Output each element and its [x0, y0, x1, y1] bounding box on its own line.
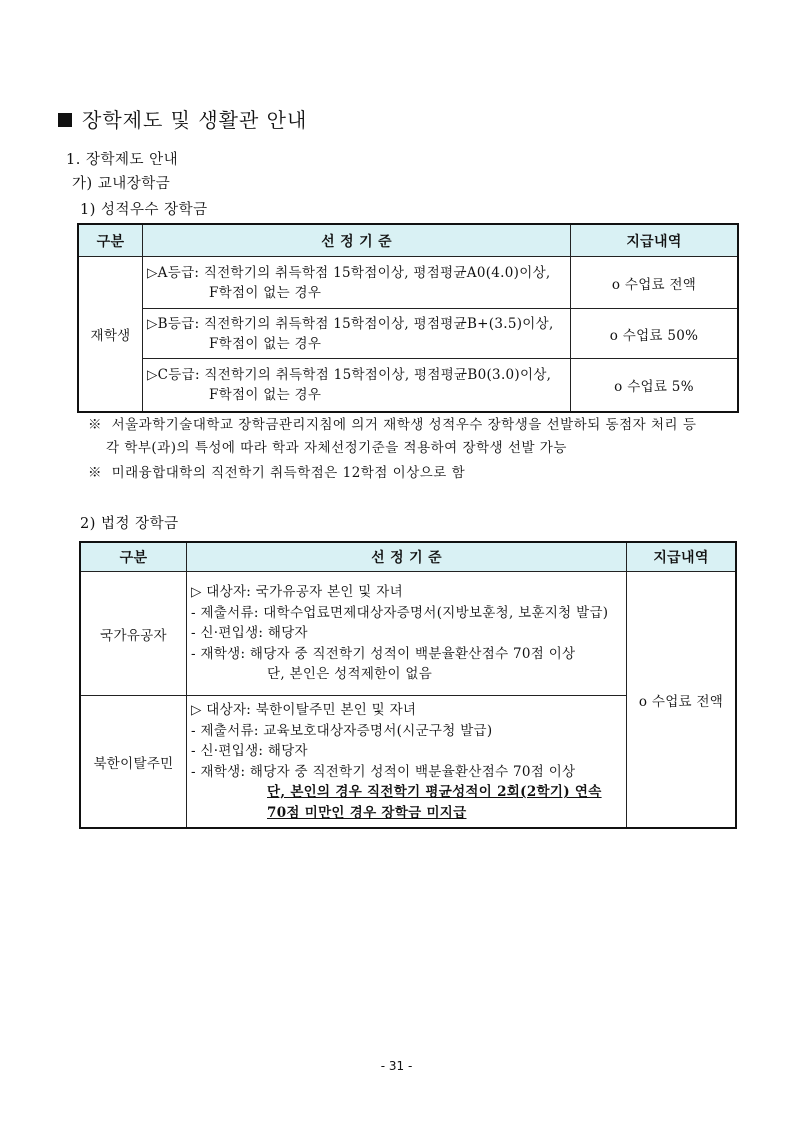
criteria-line: - 신·편입생: 해당자 — [191, 743, 308, 759]
criteria-line: - 재학생: 해당자 중 직전학기 성적이 백분율환산점수 70점 이상 — [191, 763, 576, 780]
note-text: 미래융합대학의 직전학기 취득학점은 12학점 이상으로 함 — [111, 465, 466, 481]
criteria-cell-a — [143, 257, 571, 309]
criteria-line: - 제출서류: 대학수업료면제대상자증명서(지방보훈청, 보훈지청 발급) — [191, 604, 609, 621]
note-text: 서울과학기술대학교 장학금관리지침에 의거 재학생 성적우수 장학생을 선발하되 동점자 처리 등 — [111, 417, 697, 433]
payment-cell: o 수업료 전액 — [627, 572, 736, 828]
header-payment: 지급내역 — [627, 543, 736, 572]
note-1 — [88, 414, 696, 460]
criteria-line-emphasis: 단, 본인의 경우 직전학기 평균성적이 2회(2학기) 연속 — [267, 784, 602, 800]
black-square-icon — [58, 113, 72, 127]
criteria-line: ▷A등급: 직전학기의 취득학점 15학점이상, 평점평균A0(4.0)이상, — [147, 264, 551, 281]
criteria-line: - 재학생: 해당자 중 직전학기 성적이 백분율환산점수 70점 이상 — [191, 645, 576, 662]
statutory-scholarship-table — [80, 542, 736, 828]
payment-cell: o 수업료 전액 — [571, 257, 738, 309]
criteria-cell-c — [143, 359, 571, 412]
category-cell: 국가유공자 — [81, 572, 187, 696]
criteria-line: - 신·편입생: 해당자 — [191, 625, 308, 642]
heading-4: 2) 법정 장학금 — [80, 516, 179, 532]
criteria-cell-defectors — [187, 696, 627, 828]
criteria-line-emphasis: 70점 미만인 경우 장학금 미지급 — [267, 804, 467, 821]
note-2 — [88, 462, 465, 485]
category-cell: 북한이탈주민 — [81, 696, 187, 828]
merit-scholarship-table — [78, 224, 738, 412]
header-category: 구분 — [81, 543, 187, 572]
criteria-line: ▷B등급: 직전학기의 취득학점 15학점이상, 평점평균B+(3.5)이상, — [147, 315, 554, 332]
category-cell: 재학생 — [79, 257, 143, 412]
criteria-line: F학점이 없는 경우 — [209, 284, 322, 301]
criteria-line: F학점이 없는 경우 — [209, 335, 322, 352]
header-category: 구분 — [79, 225, 143, 257]
header-payment: 지급내역 — [571, 225, 738, 257]
criteria-line: - 제출서류: 교육보호대상자증명서(시군구청 발급) — [191, 722, 493, 739]
header-criteria: 선 정 기 준 — [143, 225, 571, 257]
criteria-cell-b — [143, 309, 571, 359]
criteria-line: ▷ 대상자: 국가유공자 본인 및 자녀 — [191, 584, 403, 601]
note-text: 각 학부(과)의 특성에 따라 학과 자체선정기준을 적용하여 장학생 선발 가능 — [106, 440, 567, 456]
criteria-cell-veterans — [187, 572, 627, 696]
criteria-line: ▷ 대상자: 북한이탈주민 본인 및 자녀 — [191, 702, 417, 718]
heading-1: 1. 장학제도 안내 — [66, 152, 179, 168]
header-criteria: 선 정 기 준 — [187, 543, 627, 572]
section-title-text: 장학제도 및 생활관 안내 — [82, 108, 308, 132]
criteria-line: ▷C등급: 직전학기의 취득학점 15학점이상, 평점평균B0(3.0)이상, — [147, 367, 552, 383]
payment-cell: o 수업료 5% — [571, 359, 738, 412]
criteria-line: 단, 본인은 성적제한이 없음 — [267, 666, 433, 683]
page-number: - 31 - — [380, 1059, 413, 1073]
heading-2: 가) 교내장학금 — [72, 176, 171, 192]
section-title — [58, 104, 307, 133]
reference-mark-icon: ※ — [88, 465, 102, 481]
reference-mark-icon: ※ — [88, 417, 102, 433]
criteria-line: F학점이 없는 경우 — [209, 387, 322, 403]
heading-3: 1) 성적우수 장학금 — [80, 202, 208, 218]
payment-cell: o 수업료 50% — [571, 309, 738, 359]
